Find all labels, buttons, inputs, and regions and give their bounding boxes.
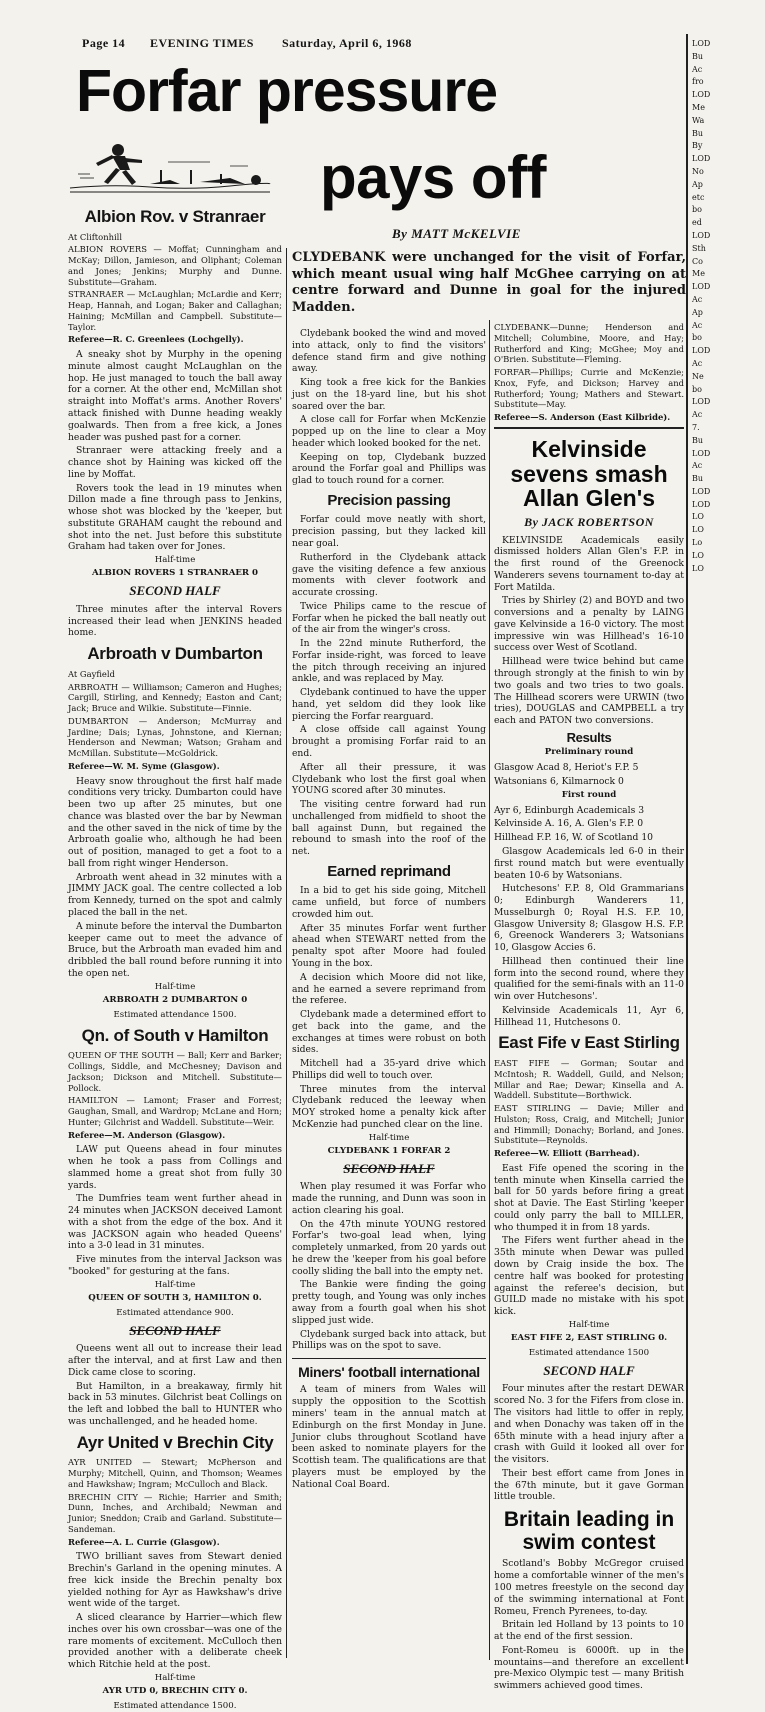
- headline-line1: Forfar pressure: [76, 58, 498, 124]
- arbroath-team2: DUMBARTON — Anderson; McMurray and Jardine; Dais; Lynas, Johnstone, and Kiernan; Henderson and Newman; Watson; Graham and McMillan. Substitute—McGoldrick.: [68, 715, 282, 759]
- kelvinside-p7: Kelvinside Academicals 11, Ayr 6, Hillhead 11, Hutchesons 0.: [494, 1004, 684, 1028]
- clydebank-p9: Clydebank continued to have the upper hand, yet seldom did they look like piercing the Forfar rearguard.: [292, 687, 486, 722]
- edge-line: LO: [692, 550, 704, 560]
- footballer-illustration-icon: [70, 140, 270, 198]
- lineup-referee: Referee—S. Anderson (East Kilbride).: [494, 412, 671, 422]
- queens-attendance: Estimated attendance 900.: [116, 1307, 234, 1318]
- clydebank-p3: A close call for Forfar when McKenzie popped up on the line to clear a Moy header which looked booked for the net.: [292, 414, 486, 449]
- ayr-ht-score: AYR UTD 0, BRECHIN CITY 0.: [102, 1686, 248, 1697]
- ayr-p1: TWO brilliant saves from Stewart denied Brechin's Garland in the opening minutes. A free kick inside the Brechin penalty box yielded nothing for Ayr as Hawkshaw's drive went wide of the target.: [68, 1551, 282, 1610]
- edge-line: bo: [692, 333, 702, 343]
- albion-team2: STRANRAER — McLaughlan; McLardie and Kerr; Heap, Hannah, and Logan; Baker and Callaghan; Haining; McMillan and Campbell. Substitute—Taylor.: [68, 289, 282, 332]
- prelim-title: Preliminary round: [544, 747, 634, 758]
- lineup-clydebank: CLYDEBANK—Dunne; Henderson and Mitchell; Columbine, Moore, and Hay; Rutherford and King; McGhee; Moy and O'Brien. Substitute—Fleming.: [494, 322, 684, 365]
- eastfife-team1: EAST FIFE — Gorman; Soutar and McIntosh; R. Waddell, Guild, and Nelson; Millar and Rae; Dewar; Kinsella and A. Waddell. Substitute—Borthwick.: [494, 1058, 684, 1101]
- ayr-team1: AYR UNITED — Stewart; McPherson and Murphy; Mitchell, Quinn, and Thomson; Weames and Hawkshaw; Ingram; McCulloch and Black.: [68, 1457, 282, 1489]
- edge-line: Ac: [692, 358, 703, 368]
- first-round-2: Kelvinside A. 16, A. Glen's F.P. 0: [494, 818, 644, 830]
- queens-team1: QUEEN OF THE SOUTH — Ball; Kerr and Barker; Collings, Siddle, and McChesney; Davison and Jackson; Dickson and Mitchell. Substitute—Pollock.: [68, 1050, 282, 1093]
- headline-line2: pays off: [320, 144, 547, 211]
- edge-line: Ac: [692, 461, 703, 471]
- miners-box: [292, 1358, 486, 1490]
- edge-line: Me: [692, 102, 705, 112]
- queens-p4: Queens went all out to increase their lead after the interval, and at first Law and then Dick came close to scoring.: [68, 1343, 282, 1378]
- edge-line: LOD: [692, 39, 711, 48]
- arbroath-team1: ARBROATH — Williamson; Cameron and Hughes; Cargill, Stirling, and Kennedy; Easton and Cant; Jack; Bruce and Wilkie. Substitute—Finnie.: [68, 681, 282, 714]
- queens-p1: LAW put Queens ahead in four minutes when he took a pass from Collings and slammed home a great shot from fully 30 yards.: [68, 1144, 282, 1191]
- arbroath-p3: A minute before the interval the Dumbarton keeper came out to meet the advance of Bruce, but the Arbroath man evaded him and dribbled the ball round before running it into the open net.: [68, 920, 282, 979]
- clydebank-p13: In a bid to get his side going, Mitchell came unfield, but force of numbers crowded him out.: [292, 885, 486, 920]
- middle-column: [292, 328, 486, 1660]
- clydebank-p8: In the 22nd minute Rutherford, the Forfar inside-right, was forced to leave the pitch through receiving an injured ankle, and was replaced by May.: [292, 638, 486, 685]
- ayr-title: Ayr United v Brechin City: [76, 1432, 274, 1452]
- kelvinside-p6: Hillhead then continued their line form into the second round, where they qualified for the semi-finals with an 11-0 win over Hutchesons'.: [494, 955, 684, 1003]
- britain-p2: Britain led Holland by 13 points to 10 at the end of the first session.: [494, 1619, 684, 1643]
- edge-line: Bu: [692, 51, 704, 61]
- edge-line: LOD: [692, 448, 711, 458]
- clydebank-p16: Clydebank made a determined effort to get back into the game, and the exchanges at times were robust on both sides.: [292, 1009, 486, 1056]
- clydebank-ht-score: CLYDEBANK 1 FORFAR 2: [327, 1145, 451, 1156]
- clydebank-p11: After all their pressure, it was Clydebank who lost the first goal when YOUNG scored after 30 minutes.: [292, 761, 486, 797]
- clydebank-ht-label: Half-time: [368, 1132, 410, 1143]
- edge-line: Lo: [692, 538, 703, 548]
- page-number: Page 14: [82, 36, 126, 50]
- eastfife-title: East Fife v East Stirling: [498, 1033, 680, 1053]
- masthead: [64, 36, 719, 58]
- edge-line: Wa: [692, 115, 705, 125]
- queens-second-half: SECOND HALF: [129, 1322, 221, 1338]
- eastfife-attendance: Estimated attendance 1500: [528, 1347, 650, 1358]
- clydebank-p14: After 35 minutes Forfar went further ahead when STEWART netted from the penalty spot after Moore had fouled Young in the box.: [292, 922, 486, 969]
- clydebank-p4: Keeping on top, Clydebank buzzed around the Forfar goal and Phillips was glad to touch round for a corner.: [292, 451, 486, 487]
- edge-line: LOD: [692, 346, 711, 356]
- albion-p4: Three minutes after the interval Rovers increased their lead when JENKINS headed home.: [68, 603, 282, 639]
- ayr-team2: BRECHIN CITY — Richie; Harrier and Smith; Dunn, Inches, and Archibald; Newman and Junior; Sneddon; Craib and Garland. Substitute—Sandeman.: [68, 1491, 282, 1534]
- queens-ht-score: QUEEN OF SOUTH 3, HAMILTON 0.: [88, 1292, 262, 1303]
- edge-line: 7.: [692, 422, 700, 432]
- edge-line: LOD: [692, 397, 711, 407]
- clydebank-p10: A close offside call against Young brought a promising Forfar raid to an end.: [292, 724, 486, 759]
- albion-team1: ALBION ROVERS — Moffat; Cunningham and McKay; Dillon, Jamieson, and Oliphant; Coleman and Jones; Jenkins; Murphy and Dunne. Substitute—Graham.: [68, 244, 282, 287]
- prelim-2: Watsonians 6, Kilmarnock 0: [494, 775, 624, 787]
- edge-line: By: [692, 141, 703, 151]
- clydebank-p20: On the 47th minute YOUNG restored Forfar's two-goal lead when, lying completely unmarked, from 20 yards out he drew the 'keeper from his goal before coolly sliding the ball into the empty net.: [292, 1218, 486, 1277]
- edge-line: bo: [692, 384, 702, 394]
- edge-line: LOD: [692, 499, 711, 509]
- miners-title: Miners' football international: [298, 1364, 480, 1381]
- edge-line: LO: [692, 512, 704, 522]
- albion-second-half: SECOND HALF: [129, 583, 221, 599]
- eastfife-referee: Referee—W. Elliott (Barrhead).: [494, 1148, 640, 1159]
- edge-line: Ne: [692, 371, 704, 381]
- clydebank-p1: Clydebank booked the wind and moved into attack, only to find the visitors' defence stand firm and give nothing away.: [292, 328, 486, 375]
- divider: [494, 427, 684, 429]
- kelvinside-title-1: Kelvinside: [531, 435, 647, 462]
- albion-p2: Stranraer were attacking freely and a chance shot by Haining was kicked off the line by Moffat.: [68, 445, 282, 480]
- clydebank-intro-text: CLYDEBANK were unchanged for the visit of Forfar, which meant usual wing half McGhee carrying on at centre forward and Dunne in goal for the injured Madden.: [292, 250, 686, 315]
- arbroath-referee: Referee—W. M. Syme (Glasgow).: [68, 760, 220, 771]
- clydebank-p18: Three minutes from the interval Clydebank reduced the leeway when MOY stroked home a penalty kick after McKenzie had punched clear on the line.: [292, 1083, 486, 1130]
- issue-date: Saturday, April 6, 1968: [282, 36, 412, 50]
- albion-p1: A sneaky shot by Murphy in the opening minute almost caught McLaughlan on the hop. He just managed to touch the ball away for a corner. At the other end, McMillan shot straight into Moffat's arms. Another Rovers' attack finished with Dunne heading weakly goalwards. Then from a free kick, a Jones header was pushed past for a corner.: [68, 349, 282, 443]
- britain-title-2: swim contest: [522, 1530, 656, 1554]
- kelvinside-title-2: sevens smash: [510, 460, 668, 487]
- albion-ht-label: Half-time: [154, 555, 196, 566]
- edge-line: LO: [692, 563, 704, 573]
- kelvinside-byline: By JACK ROBERTSON: [524, 515, 654, 530]
- edge-line: No: [692, 166, 704, 176]
- edge-line: fro: [692, 77, 704, 87]
- cropped-edge-column: [692, 38, 765, 1658]
- queens-team2: HAMILTON — Lamont; Fraser and Forrest; Gaughan, Small, and Wardrop; McLane and Horn; Hunter; Gilchrist and Waddell. Substitute—Weir.: [68, 1095, 282, 1127]
- arbroath-ht-label: Half-time: [154, 981, 196, 992]
- first-round-title: First round: [561, 789, 617, 800]
- kelvinside-p2: Tries by Shirley (2) and BOYD and two conversions and a penalty by LAING gave Kelvinside a 16-0 victory. The most impressive win was Hillhead's 16-10 success over West of Scotland.: [494, 595, 684, 654]
- results-title: Results: [566, 729, 612, 745]
- edge-line: Sth: [692, 243, 706, 253]
- first-round-1: Ayr 6, Edinburgh Academicals 3: [494, 804, 645, 816]
- clydebank-p22: Clydebank surged back into attack, but Phillips was on the spot to save.: [292, 1328, 486, 1352]
- edge-line: Ac: [692, 410, 703, 420]
- edge-line: etc: [692, 192, 705, 202]
- ayr-attendance: Estimated attendance 1500.: [113, 1701, 237, 1712]
- edge-line: Ap: [692, 307, 703, 317]
- albion-venue: At Cliftonhill: [68, 231, 123, 242]
- edge-line: LOD: [692, 230, 711, 240]
- kelvinside-title-3: Allan Glen's: [522, 485, 655, 512]
- column-rule: [286, 248, 287, 1658]
- clydebank-p19: When play resumed it was Forfar who made the running, and Dunn was soon in action clearing his goal.: [292, 1181, 486, 1216]
- eastfife-ht-label: Half-time: [568, 1319, 610, 1330]
- edge-line: Ap: [692, 179, 703, 189]
- kelvinside-p5: Hutchesons' F.P. 8, Old Grammarians 0; Edinburgh Wanderers 11, Musselburgh 0; Royal H.S. F.P. 10, Glasgow University 8; Glasgow H.S. F.P. 6, Greenock Wanderers 3; Watsonians 10, Glasgow Accies 6.: [494, 883, 684, 954]
- edge-line: LO: [692, 525, 704, 535]
- edge-line: Bu: [692, 435, 704, 445]
- clydebank-p15: A decision which Moore did not like, and he earned a severe reprimand from the referee.: [292, 971, 486, 1007]
- queens-p3: Five minutes from the interval Jackson was "booked" for gesturing at the fans.: [68, 1254, 282, 1277]
- prelim-1: Glasgow Acad 8, Heriot's F.P. 5: [494, 762, 639, 774]
- first-round-3: Hillhead F.P. 16, W. of Scotland 10: [494, 832, 654, 844]
- edge-line: LOD: [692, 90, 711, 100]
- edge-line: LOD: [692, 282, 711, 292]
- arbroath-p2: Arbroath went ahead in 32 minutes with a JIMMY JACK goal. The centre collected a lob from Kennedy, turned on the spot and calmly placed the ball in the net.: [68, 871, 282, 918]
- ayr-p2: A sliced clearance by Harrier—which flew inches over his own crossbar—was one of the rare moments of excitement. McCulloch then provided another with a deliberate cheek which Ritchie held at the post.: [68, 1612, 282, 1671]
- eastfife-p3: Four minutes after the restart DEWAR scored No. 3 for the Fifers from close in. The visitors had little to offer in reply, and when Donachy was taken off in the 65th minute with a head injury after a crash with Guild it looked all over for the visitors.: [494, 1383, 684, 1466]
- clydebank-p2: King took a free kick for the Bankies just on the 18-yard line, but his shot soared over the bar.: [292, 377, 486, 412]
- arbroath-title: Arbroath v Dumbarton: [87, 644, 263, 664]
- edge-line: Co: [692, 256, 703, 266]
- lineup-forfar: FORFAR—Phillips; Currie and McKenzie; Knox, Fyfe, and Dickson; Harvey and Rutherford; Young; Mathers and Stewart. Substitute—May.: [494, 367, 684, 410]
- eastfife-second-half: SECOND HALF: [543, 1362, 635, 1378]
- edge-line: Ac: [692, 294, 703, 304]
- clydebank-byline: By MATT McKELVIE: [392, 226, 521, 241]
- queens-ht-label: Half-time: [154, 1279, 196, 1290]
- britain-p1: Scotland's Bobby McGregor cruised home a comfortable winner of the men's 100 metres freestyle on the second day of the swimming international at Font Romeu, French Pyrenees, to-day.: [494, 1558, 684, 1617]
- queens-referee: Referee—M. Anderson (Glasgow).: [68, 1129, 226, 1140]
- arbroath-ht-score: ARBROATH 2 DUMBARTON 0: [102, 994, 248, 1005]
- edge-line: Bu: [692, 128, 704, 138]
- arbroath-attendance: Estimated attendance 1500.: [113, 1009, 237, 1020]
- miners-p1: A team of miners from Wales will supply the opposition to the Scottish miners' team in the annual match at Edinburgh on the first Monday in June. Junior clubs throughout Scotland have been asked to nominate players for the Scottish team. The qualifications are that players must be employed by the National Coal Board.: [292, 1384, 486, 1490]
- eastfife-team2: EAST STIRLING — Davie; Miller and Hulston; Ross, Craig, and Mitchell; Junior and Himmill; Donachy; Borland, and Jones. Substitute—Reynolds.: [494, 1103, 684, 1146]
- column-rule: [686, 34, 688, 1664]
- left-column: [68, 202, 282, 1712]
- clydebank-p6: Rutherford in the Clydebank attack gave the visiting defence a few anxious moments with clever footwork and accurate crossing.: [292, 551, 486, 599]
- clydebank-p12: The visiting centre forward had run unchallenged from midfield to shoot the ball against Dunn, but regained the rebound to smash into the roof of the net.: [292, 799, 486, 858]
- eastfife-p4: Their best effort came from Jones in the 67th minute, but it gave Gorman little trouble.: [494, 1467, 684, 1503]
- clydebank-p5: Forfar could move neatly with short, precision passing, but they lacked kill near goal.: [292, 514, 486, 549]
- edge-line: bo: [692, 205, 702, 215]
- kelvinside-p4: Glasgow Academicals led 6-0 in their first round match but were eventually beaten 10-6 by Watsonians.: [494, 845, 684, 881]
- arbroath-venue: At Gayfield: [68, 668, 115, 679]
- ayr-referee: Referee—A. L. Currie (Glasgow).: [68, 1536, 220, 1547]
- edge-line: Me: [692, 269, 705, 279]
- albion-ht-score: ALBION ROVERS 1 STRANRAER 0: [91, 568, 259, 579]
- clydebank-p7: Twice Philips came to the rescue of Forfar when he picked the ball neatly out of the air from the winger's cross.: [292, 600, 486, 636]
- edge-line: ed: [692, 218, 702, 228]
- edge-line: Ac: [692, 320, 703, 330]
- clydebank-p17: Mitchell had a 35-yard drive which Phillips did well to touch over.: [292, 1058, 486, 1081]
- britain-p3: Font-Romeu is 6000ft. up in the mountains—and therefore an excellent pre-Mexico Olympic test — many British swimmers achieved good times.: [494, 1644, 684, 1692]
- paper-name: EVENING TIMES: [150, 36, 254, 50]
- ayr-ht-label: Half-time: [154, 1673, 196, 1684]
- clydebank-intro: [292, 250, 686, 317]
- clydebank-sub2: Earned reprimand: [327, 862, 451, 880]
- edge-line: LOD: [692, 486, 711, 496]
- edge-line: Ac: [692, 64, 703, 74]
- kelvinside-p3: Hillhead were twice behind but came through strongly at the finish to win by two goals and two tries to two goals. The Hillhead scorers were URWIN (two tries), DOUGLAS and CAMPBELL a try each and PATON two conversions.: [494, 656, 684, 727]
- eastfife-p1: East Fife opened the scoring in the tenth minute when Kinsella carried the ball for 50 yards before firing a great shot at Davie. The East Stirling 'keeper could only parry the ball to MILLER, who thumped it in from 18 yards.: [494, 1162, 684, 1233]
- clydebank-sub1: Precision passing: [327, 491, 451, 509]
- arbroath-p1: Heavy snow throughout the first half made conditions very tricky. Dumbarton could have been two up after 25 minutes, but one chance was blasted over the bar by Newman and the other saved in the nick of time by the Arbroath goalie who, although he had been out of position, managed to get a foot to a ball from right winger Henderson.: [68, 775, 282, 869]
- albion-p3: Rovers took the lead in 19 minutes when Dillon made a fine through pass to Jenkins, whose shot was blocked by the 'keeper, but substitute GRAHAM caught the rebound and shot into the net. Just before this substitute Graham had taken over for Jones.: [68, 482, 282, 553]
- edge-line: LOD: [692, 154, 711, 164]
- clydebank-p21: The Bankie were finding the going pretty tough, and Young was only inches away from a fourth goal when his shot slipped just wide.: [292, 1279, 486, 1326]
- albion-referee: Referee—R. C. Greenlees (Lochgelly).: [68, 334, 244, 345]
- albion-title: Albion Rov. v Stranraer: [84, 207, 266, 226]
- britain-title-1: Britain leading in: [503, 1508, 675, 1532]
- queens-title: Qn. of South v Hamilton: [81, 1025, 269, 1045]
- queens-p5: But Hamilton, in a breakaway, firmly hit back in 53 minutes. Gilchrist beat Collings on the left and lobbed the ball to HUNTER who was unchallenged, and he headed home.: [68, 1380, 282, 1427]
- queens-p2: The Dumfries team went further ahead in 24 minutes when JACKSON deceived Lamont with a shot from the edge of the box. And it was JACKSON again who headed Queens' into a 3-0 lead in 31 minutes.: [68, 1193, 282, 1252]
- eastfife-p2: The Fifers went further ahead in the 35th minute when Dewar was pulled down by Craig inside the box. The centre half was booked for protesting against the referee's decision, but GUILD made no mistake with his spot kick.: [494, 1235, 684, 1318]
- eastfife-ht-score: EAST FIFE 2, EAST STIRLING 0.: [510, 1332, 668, 1343]
- kelvinside-p1: KELVINSIDE Academicals easily dismissed holders Allan Glen's F.P. in the first round of the Greenock Wanderers sevens tournament to-day at Fort Matilda.: [494, 534, 684, 593]
- column-rule: [489, 320, 490, 1660]
- edge-line: Bu: [692, 474, 704, 484]
- right-column: [494, 322, 684, 1692]
- clydebank-second-half: SECOND HALF: [343, 1160, 435, 1176]
